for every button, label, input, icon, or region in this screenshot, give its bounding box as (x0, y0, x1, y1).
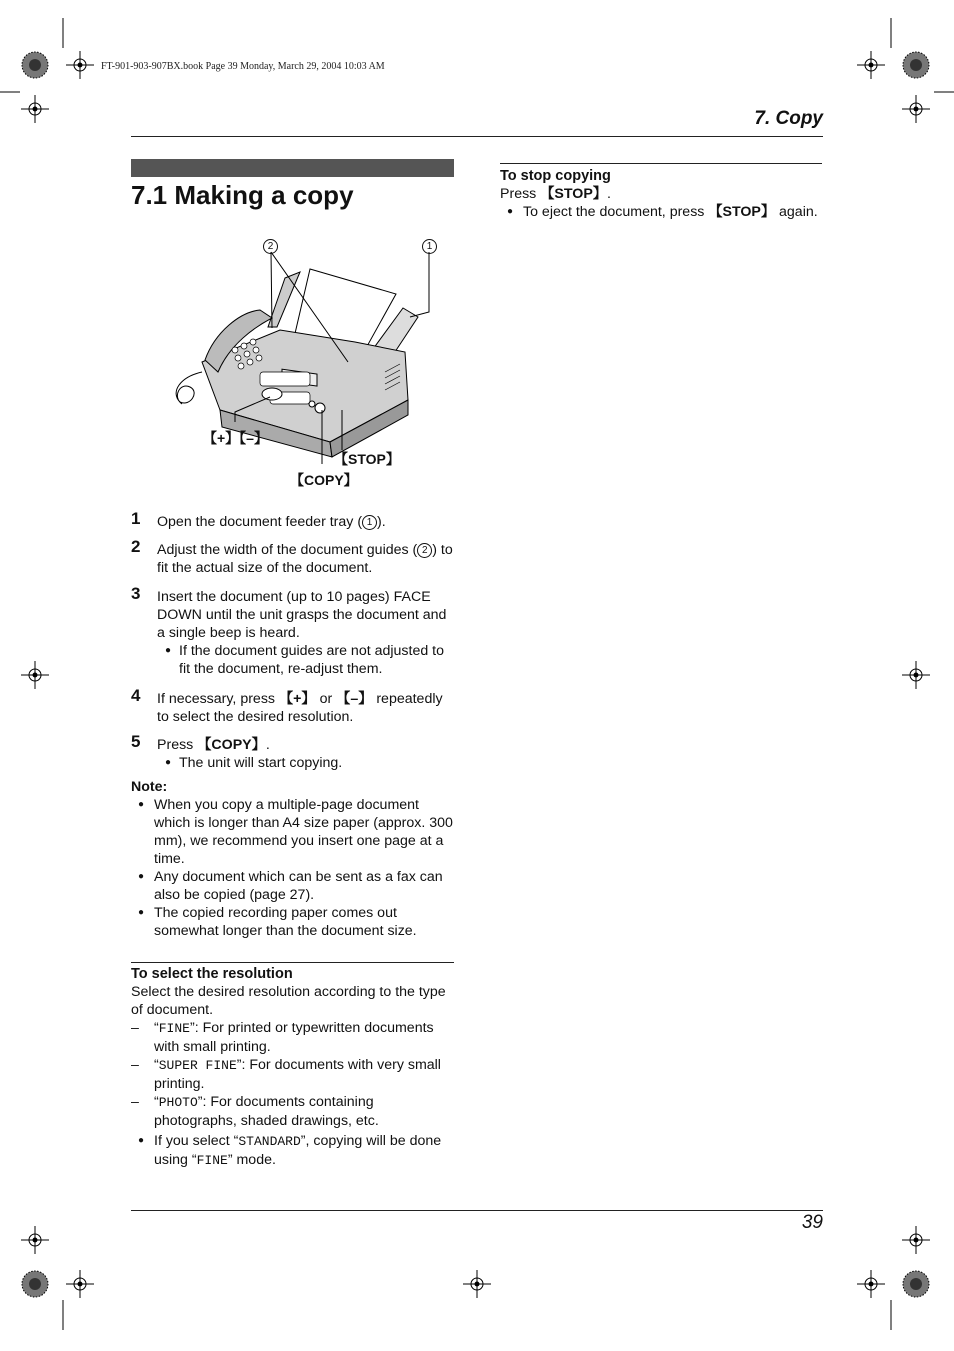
step-3: 3 Insert the document (up to 10 pages) FACE DOWN until the unit grasps the document and a single beep is heard. ● If the document guides are not adjusted to fit the document, re-adjust them. (131, 588, 456, 678)
note-section (131, 778, 456, 940)
resolution-note: ● If you select “STANDARD”, copying will be done using “FINE” mode. (131, 1132, 456, 1170)
note-item: ● The copied recording paper comes out somewhat longer than the document size. (131, 904, 456, 940)
resolution-option-super-fine: – “SUPER FINE”: For documents with very small printing. (131, 1056, 456, 1093)
step-2: 2 Adjust the width of the document guides ( 2 ) to fit the actual size of the document. (131, 537, 453, 576)
callout-marker-2: 2 (263, 237, 278, 255)
chapter-title: 7. Copy (754, 108, 823, 129)
resolution-option-fine: – “FINE”: For printed or typewritten documents with small printing. (131, 1019, 456, 1056)
page-title: 7.1 Making a copy (131, 180, 354, 210)
callout-marker-1: 1 (422, 237, 437, 255)
footer-rule (131, 1210, 823, 1211)
copy-label: 【COPY】 (290, 472, 358, 488)
plus-minus-label: 【+】【–】 (203, 430, 268, 446)
step-4: 4 If necessary, press 【+】 or 【–】 repeatedly to select the desired resolution. (131, 686, 443, 725)
stop-section: To stop copying Press 【STOP】. ● To eject the document, press 【STOP】 again. (500, 167, 825, 221)
header-rule (131, 136, 823, 137)
note-item: ● When you copy a multiple-page document which is longer than A4 size paper (approx. 300 mm), we recommend you insert one page at a time. (131, 796, 456, 868)
resolution-intro: Select the desired resolution according to the type of document. (131, 984, 446, 1018)
stop-label: 【STOP】 (334, 451, 400, 467)
stop-heading: To stop copying (500, 168, 611, 184)
file-info: FT-901-903-907BX.book Page 39 Monday, March 29, 2004 10:03 AM (101, 61, 385, 72)
step-1: 1 Open the document feeder tray ( 1 ). (131, 509, 386, 530)
resolution-section (131, 965, 456, 1170)
resolution-option-photo: – “PHOTO”: For documents containing photographs, shaded drawings, etc. (131, 1093, 456, 1130)
resolution-heading: To select the resolution (131, 966, 293, 982)
note-item: ● Any document which can be sent as a fax can also be copied (page 27). (131, 868, 456, 904)
page-number: 39 (801, 1212, 823, 1233)
resolution-rule (131, 962, 454, 963)
note-heading: Note: (131, 779, 168, 795)
fax-machine-illustration (160, 232, 460, 492)
title-bar (131, 159, 454, 177)
step-5: 5 Press 【COPY】. ● The unit will start copying. (131, 736, 456, 772)
stop-rule (500, 163, 822, 164)
